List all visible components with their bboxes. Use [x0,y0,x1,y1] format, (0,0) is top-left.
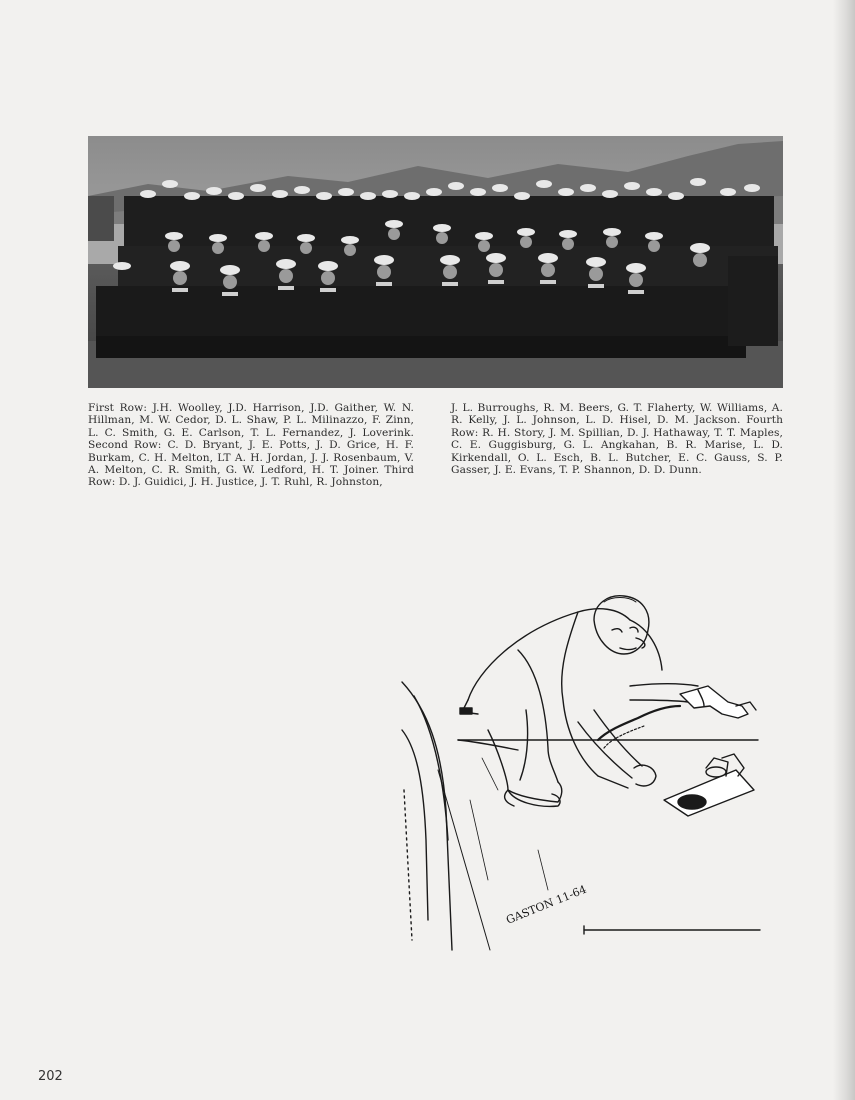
cartoon-illustration [398,590,778,960]
head-outline [594,596,649,654]
caption-column-2: J. L. Burroughs, R. M. Beers, G. T. Flaherty, W. Williams, A. R. Kelly, J. L. Johnson, L. D. Hisel, D. M. Jackson. Fourth Row: R. H. Story, J. M. Spillian, D. J. Hathaway, T. T. Maples, C. E. Guggisburg, G. L. Angkahan, B. R. Marise, L. D. Kirkendall, O. L. Esch, B. L. Butcher, E. C. Gauss, S. P. Gasser, J. E. Evans, T. P. Shannon, D. D. Dunn. [451,402,783,477]
fuel-opening [678,795,706,809]
caption-column-1: First Row: J.H. Woolley, J.D. Harrison, J.D. Gaither, W. N. Hillman, M. W. Cedor, D. L. Shaw, P. L. Milinazzo, F. Zinn, L. C. Smith, G. E. Carlson, T. L. Fernandez, J. Loverink. Second Row: C. D. Bryant, J. E. Potts, J. D. Grice, H. F. Burkam, C. H. Melton, LT A. H. Jordan, J. J. Rosenbaum, V. A. Melton, C. R. Smith, G. W. Ledford, H. T. Joiner. Third Row: D. J. Guidici, J. H. Justice, J. T. Ruhl, R. Johnston, [88,402,414,489]
crew-group-photo [88,136,783,388]
cartoon-signature: GASTON 11-64 [504,882,589,927]
hose [598,706,680,740]
fuel-cap-plate [664,770,754,816]
fuel-nozzle [680,686,748,718]
page-edge-shadow [833,0,855,1100]
page-number: 202 [38,1069,63,1084]
